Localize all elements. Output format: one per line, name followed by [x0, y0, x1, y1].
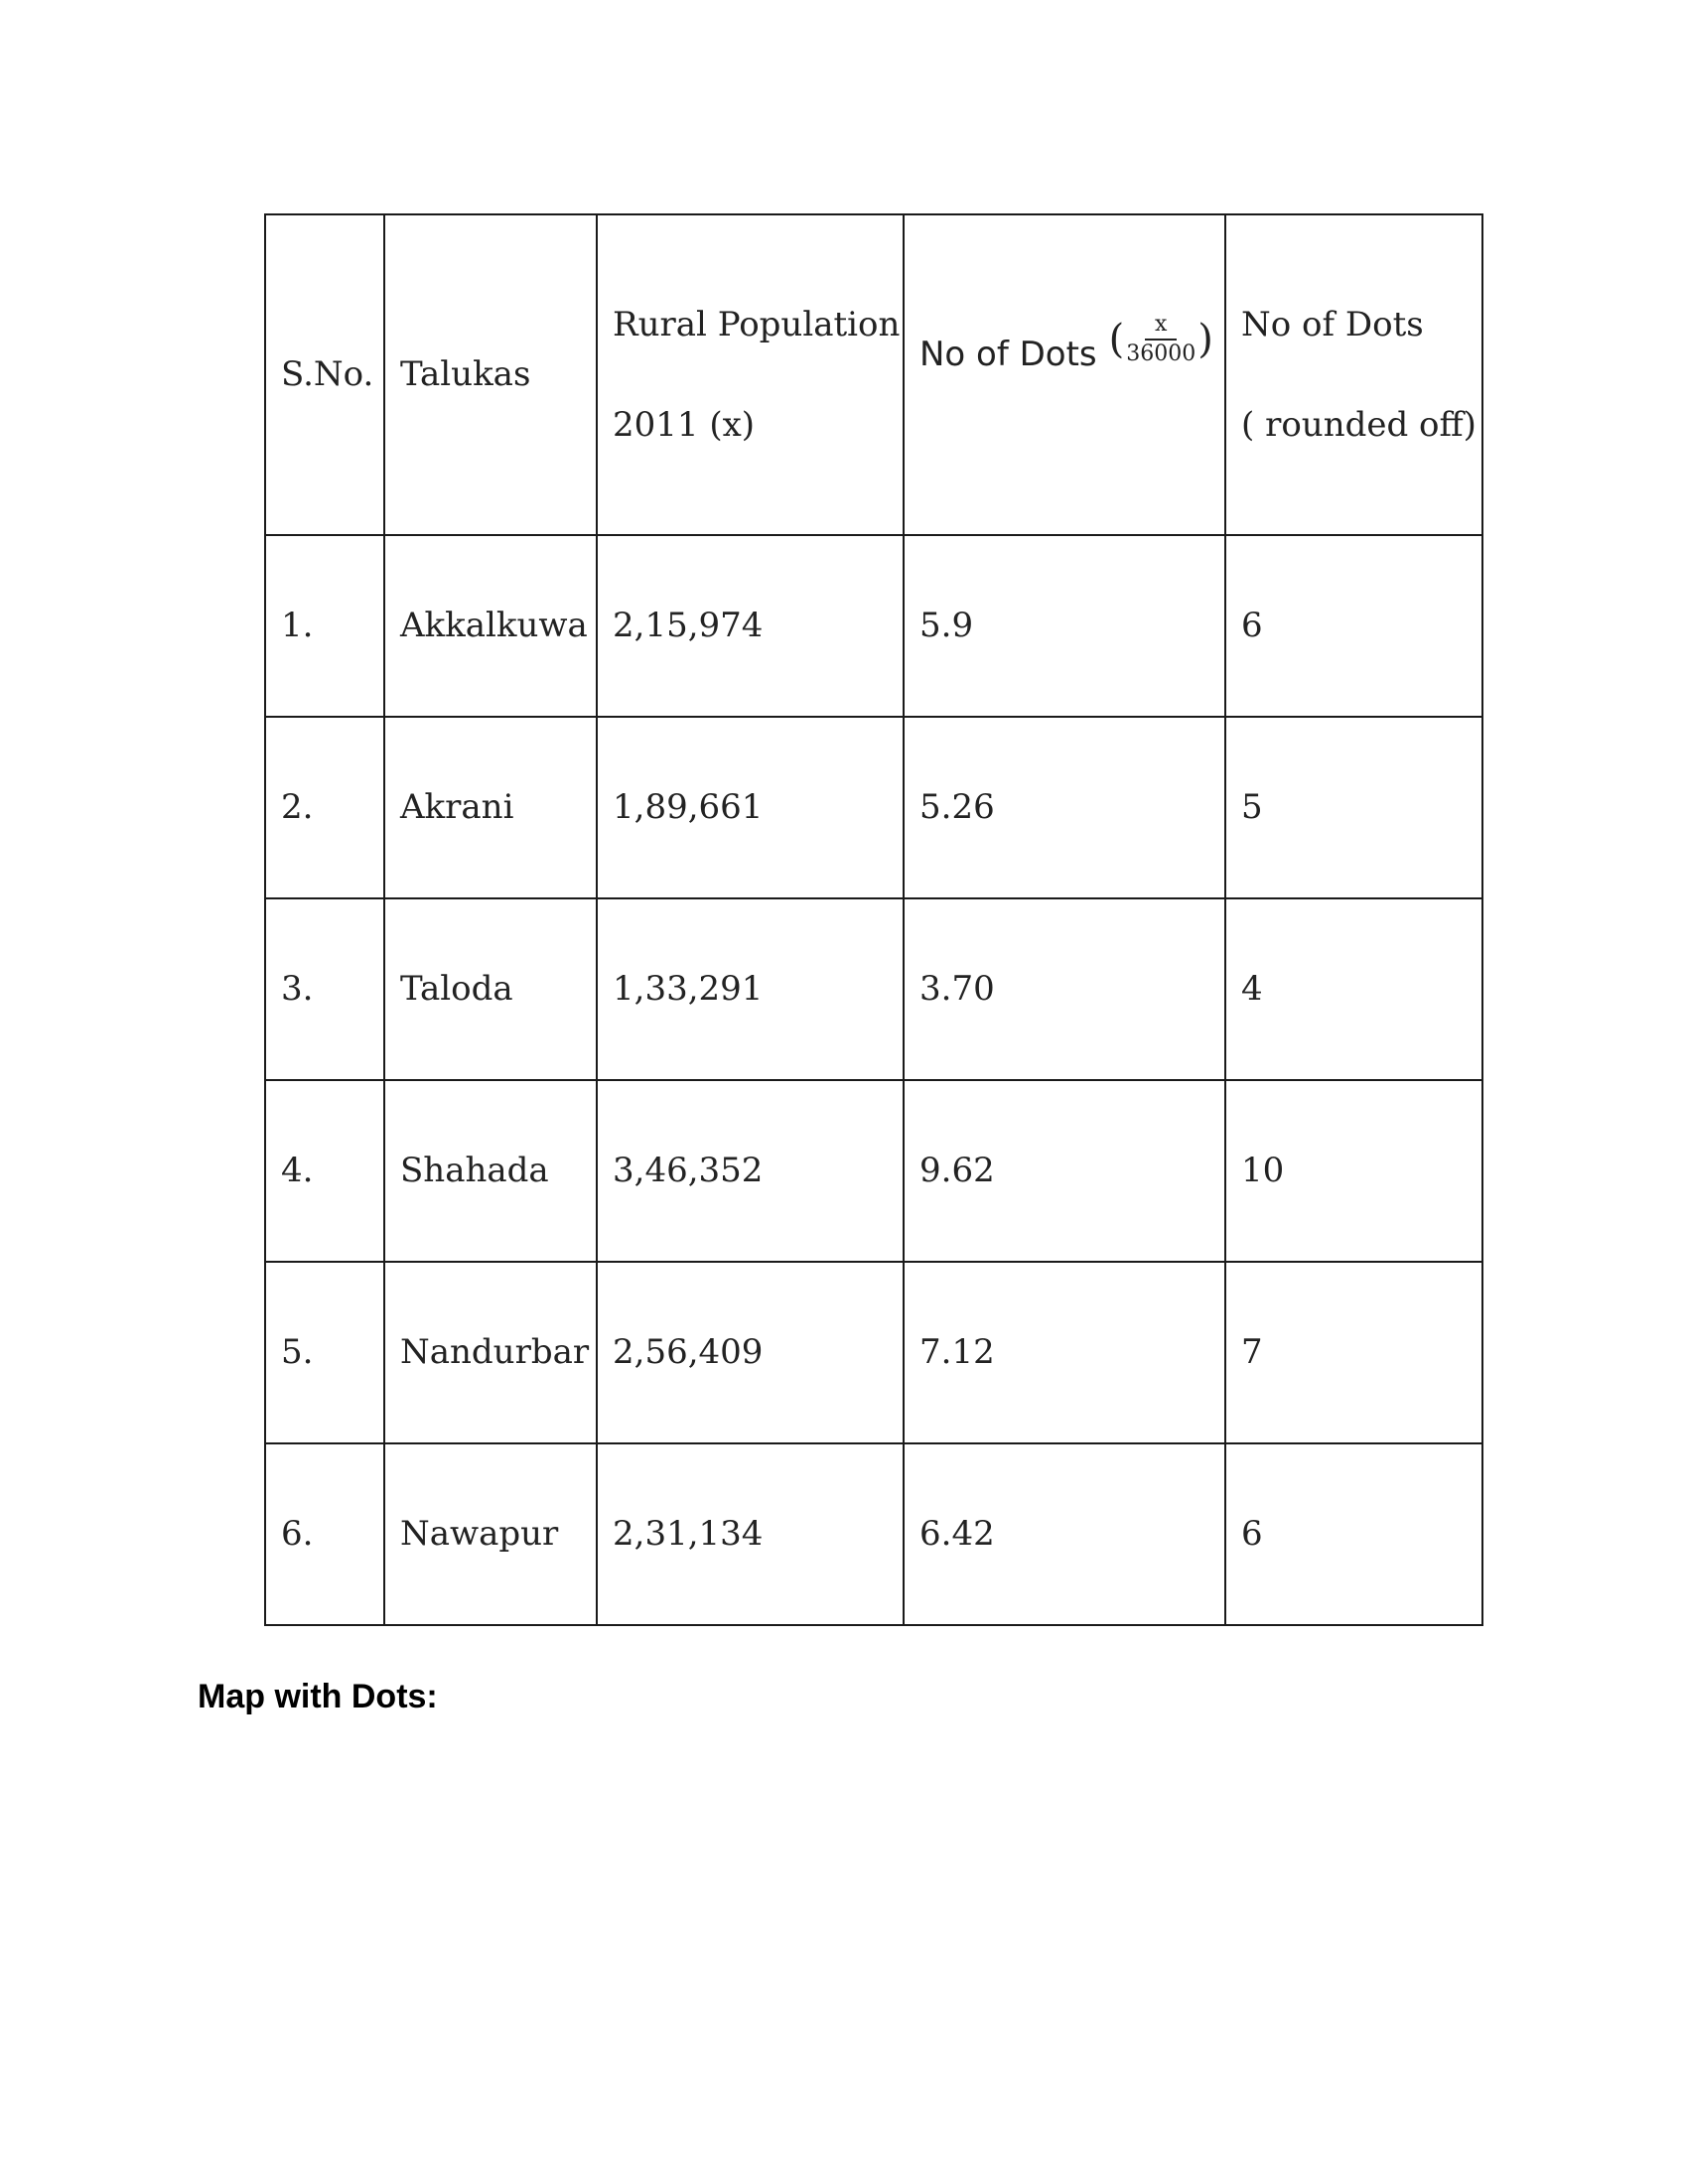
formula-fraction	[1126, 313, 1196, 366]
cell-sno: 5.	[265, 1262, 384, 1443]
cell-taluka: Taloda	[384, 898, 597, 1080]
cell-sno: 4.	[265, 1080, 384, 1262]
cell-dots: 6.42	[904, 1443, 1225, 1625]
cell-dots: 7.12	[904, 1262, 1225, 1443]
cell-rounded: 10	[1225, 1080, 1482, 1262]
cell-rounded: 7	[1225, 1262, 1482, 1443]
table-row	[265, 1443, 1482, 1625]
cell-taluka: Akkalkuwa	[384, 535, 597, 717]
header-no-of-dots	[904, 214, 1225, 535]
cell-rounded: 6	[1225, 1443, 1482, 1625]
header-no-of-dots-label: No of Dots	[919, 334, 1097, 374]
table-row	[265, 535, 1482, 717]
section-heading-map-with-dots: Map with Dots:	[198, 1678, 438, 1715]
cell-population: 2,56,409	[597, 1262, 904, 1443]
header-rounded-line2: ( rounded off)	[1241, 404, 1477, 445]
formula-numerator: x	[1145, 313, 1177, 341]
header-sno: S.No.	[265, 214, 384, 535]
cell-dots: 5.26	[904, 717, 1225, 898]
cell-dots: 3.70	[904, 898, 1225, 1080]
cell-sno: 1.	[265, 535, 384, 717]
cell-population: 1,33,291	[597, 898, 904, 1080]
cell-rounded: 4	[1225, 898, 1482, 1080]
cell-sno: 2.	[265, 717, 384, 898]
table-row	[265, 717, 1482, 898]
cell-rounded: 6	[1225, 535, 1482, 717]
cell-sno: 3.	[265, 898, 384, 1080]
table-row	[265, 1262, 1482, 1443]
cell-sno: 6.	[265, 1443, 384, 1625]
cell-taluka: Nandurbar	[384, 1262, 597, 1443]
cell-population: 2,31,134	[597, 1443, 904, 1625]
header-talukas: Talukas	[384, 214, 597, 535]
cell-dots: 5.9	[904, 535, 1225, 717]
dots-formula: ( $\frac{x}{36000}$ )	[1108, 311, 1213, 366]
header-rounded-dots	[1225, 214, 1482, 535]
population-dots-table	[264, 213, 1483, 1626]
cell-taluka: Akrani	[384, 717, 597, 898]
header-rounded-line1: No of Dots	[1241, 304, 1424, 344]
cell-population: 1,89,661	[597, 717, 904, 898]
cell-taluka: Shahada	[384, 1080, 597, 1262]
header-rural-population-line2: 2011 (x)	[613, 404, 756, 445]
table-header-row	[265, 214, 1482, 535]
cell-dots: 9.62	[904, 1080, 1225, 1262]
cell-population: 2,15,974	[597, 535, 904, 717]
table-row	[265, 898, 1482, 1080]
cell-population: 3,46,352	[597, 1080, 904, 1262]
header-rural-population	[597, 214, 904, 535]
table-row	[265, 1080, 1482, 1262]
cell-rounded: 5	[1225, 717, 1482, 898]
cell-taluka: Nawapur	[384, 1443, 597, 1625]
header-rural-population-line1: Rural Population	[613, 304, 901, 344]
formula-denominator: 36000	[1126, 341, 1196, 366]
